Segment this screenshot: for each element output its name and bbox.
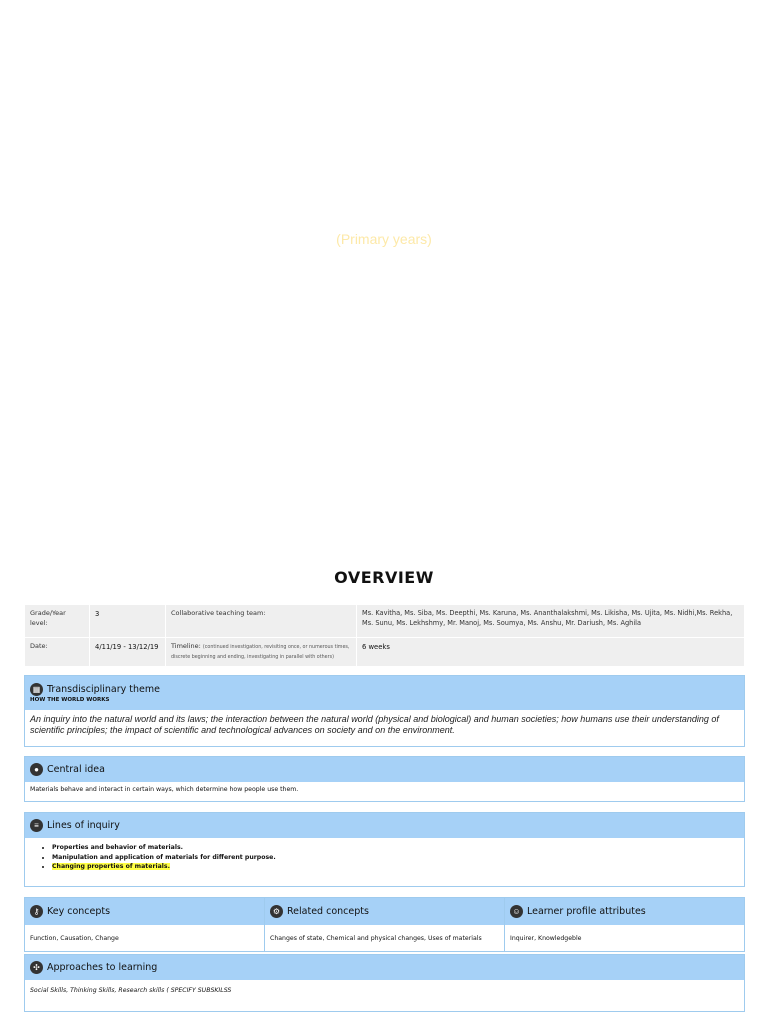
section-body <box>25 838 744 876</box>
team-label: Collaborative teaching team: <box>166 605 357 638</box>
approaches-to-learning-section <box>24 954 745 1012</box>
unit-info-table <box>24 604 745 667</box>
inquiry-list <box>30 843 739 872</box>
network-icon: ✣ <box>30 961 43 974</box>
section-title: Learner profile attributes <box>527 906 646 917</box>
related-concepts-section <box>265 898 505 951</box>
table-row <box>25 605 745 638</box>
timeline-label: Timeline: <box>171 642 201 650</box>
lines-of-inquiry-section <box>24 812 745 887</box>
gears-icon: ⚙ <box>270 905 283 918</box>
learner-profile-text: Inquirer, Knowledgeble <box>510 934 582 942</box>
team-value: Ms. Kavitha, Ms. Siba, Ms. Deepthi, Ms. Karuna, Ms. Ananthalakshmi, Ms. Likisha, Ms. Ujita, Ms. Nidhi,Ms. Rekha, Ms. Sunu, Ms. Lekhshmy, Mr. Manoj, Ms. Soumya, Ms. Anshu, Mr. Dariush, Ms. Aghila <box>357 605 745 638</box>
section-body <box>25 980 744 998</box>
related-concepts-text: Changes of state, Chemical and physical changes, Uses of materials <box>270 934 482 942</box>
concepts-row <box>24 897 745 952</box>
section-header <box>265 898 504 925</box>
section-title: Central idea <box>47 764 105 775</box>
section-header <box>25 813 744 838</box>
section-header <box>25 898 264 925</box>
list-icon: ≡ <box>30 819 43 832</box>
section-header <box>25 757 744 782</box>
section-title: Transdisciplinary theme <box>47 684 160 695</box>
section-body <box>25 925 264 951</box>
timeline-note: (continued investigation, revisiting once, or numerous times, discrete beginning and ending, investigating in parallel with others) <box>171 645 350 660</box>
grade-label: Grade/Year level: <box>25 605 90 638</box>
theme-name: HOW THE WORLD WORKS <box>30 697 110 703</box>
section-header <box>25 955 744 980</box>
lightbulb-icon: ● <box>30 763 43 776</box>
key-icon: ⚷ <box>30 905 43 918</box>
section-header <box>505 898 744 925</box>
theme-description: An inquiry into the natural world and its laws; the interaction between the natural world (physical and biological) and human societies; how humans use their understanding of scientific principles; the impact of scientific and technological advances on society and on the environment. <box>30 714 719 736</box>
section-body <box>25 710 744 741</box>
timeline-cell <box>166 638 357 667</box>
section-title: Lines of inquiry <box>47 820 120 831</box>
date-value: 4/11/19 - 13/12/19 <box>90 638 166 667</box>
overview-heading: OVERVIEW <box>334 568 434 587</box>
date-label: Date: <box>25 638 90 667</box>
section-body <box>265 925 504 951</box>
document-subtitle: (Primary years) <box>336 231 432 247</box>
section-title: Related concepts <box>287 906 369 917</box>
key-concepts-section <box>25 898 265 951</box>
central-idea-section <box>24 756 745 802</box>
table-row <box>25 638 745 667</box>
grade-value: 3 <box>90 605 166 638</box>
list-item <box>52 862 739 872</box>
section-title: Approaches to learning <box>47 962 158 973</box>
central-idea-text: Materials behave and interact in certain ways, which determine how people use them. <box>30 786 299 793</box>
section-body <box>505 925 744 951</box>
list-item: • Properties and behavior of materials. <box>52 843 739 853</box>
approaches-text: Social Skills, Thinking Skills, Research skills ( SPECIFY SUBSKILSS <box>30 987 232 994</box>
section-body <box>25 782 744 797</box>
grid-globe-icon: ▦ <box>30 683 43 696</box>
section-title: Key concepts <box>47 906 111 917</box>
timeline-value: 6 weeks <box>357 638 745 667</box>
transdisciplinary-theme-section <box>24 675 745 747</box>
list-item: • Manipulation and application of materials for different purpose. <box>52 853 739 863</box>
key-concepts-text: Function, Causation, Change <box>30 934 119 942</box>
head-icon: ☺ <box>510 905 523 918</box>
highlighted-text: Changing properties of materials. <box>52 863 170 871</box>
learner-profile-section <box>505 898 744 951</box>
section-header <box>25 676 744 710</box>
